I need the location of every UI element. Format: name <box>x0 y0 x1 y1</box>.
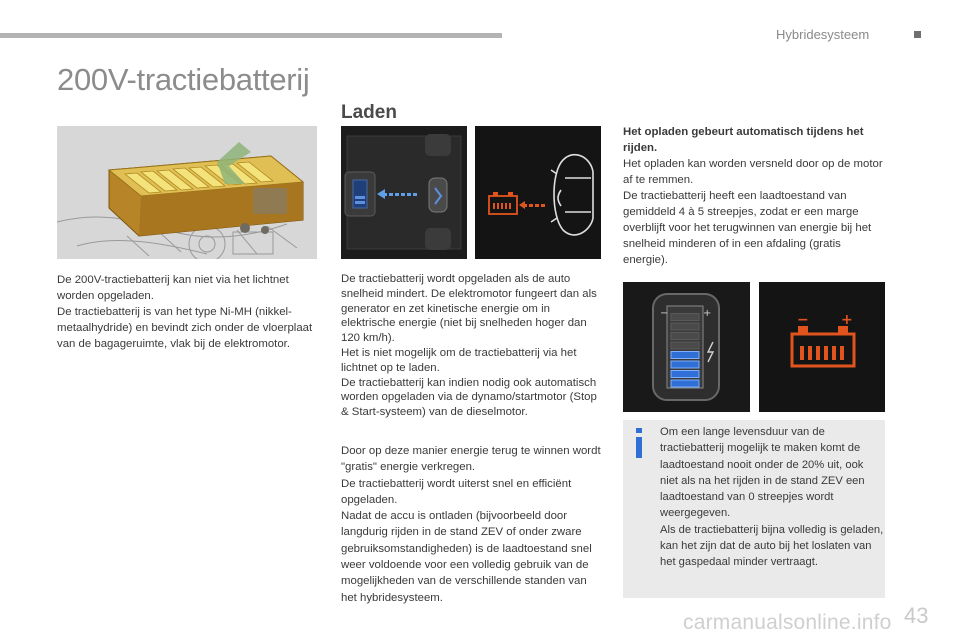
svg-text:+: + <box>841 312 853 328</box>
section-subtitle: Laden <box>341 102 397 123</box>
info-text <box>660 424 884 571</box>
page-title: 200V-tractiebatterij <box>57 62 310 97</box>
battery-gauge-image <box>623 282 750 412</box>
svg-text:+: + <box>703 308 712 319</box>
gauge-bar <box>671 323 699 330</box>
middle-paragraph: Door op deze manier energie terug te winnen wordt "gratis" energie verkregen. <box>341 445 601 474</box>
middle-paragraph: Nadat de accu is ontladen (bijvoorbeeld door langdurig rijden in de stand ZEV of onder zware gebruiksomstandigheden) is de laadtoestand snel weer voldoende voor een volledig gebruik van de mogelijkheden van de verschillende standen van het hybridesysteem. <box>341 510 592 604</box>
info-icon <box>634 428 644 458</box>
battery-warning-icon <box>759 282 885 412</box>
watermark: carmanualsonline.info <box>683 611 892 634</box>
info-paragraph: Als de tractiebatterij bijna volledig is geladen, kan het zijn dat de auto bij het loslaten van het gaspedaal minder vertraagt. <box>660 523 884 569</box>
middle-paragraph: Het is niet mogelijk om de tractiebatterij via het lichtnet op te laden. <box>341 346 577 374</box>
right-paragraph: De tractiebatterij heeft een laadtoestand van gemiddeld 4 à 5 streepjes, zodat er een marge overblijft voor het terugwinnen van energie bij het snelheid minderen of in een afdaling (gratis energie). <box>623 190 872 266</box>
gauge-bar <box>671 361 699 368</box>
middle-column-2 <box>341 443 605 606</box>
gauge-bar <box>671 352 699 359</box>
info-paragraph: Om een lange levensduur van de tractiebatterij mogelijk te maken komt de laadtoestand nooit onder de 20% uit, ook niet als na het rijden in de stand ZEV een laadtoestand van 0 streepjes wordt weergegeven. <box>660 426 865 520</box>
right-column <box>623 124 885 268</box>
middle-paragraph: De tractiebatterij wordt uiterst snel en efficiënt opgeladen. <box>341 477 572 506</box>
right-heading: Het opladen gebeurt automatisch tijdens het rijden. <box>623 126 864 154</box>
gauge-bar <box>671 371 699 378</box>
gauge-bar <box>671 342 699 349</box>
header-bar <box>0 33 502 38</box>
right-paragraph: Het opladen kan worden versneld door op de motor af te remmen. <box>623 158 883 186</box>
middle-paragraph: De tractiebatterij kan indien nodig ook automatisch worden opgeladen via de dynamo/startmotor (Stop & Start-systeem) van de dieselmotor. <box>341 376 597 419</box>
middle-column <box>341 272 603 420</box>
svg-text:−: − <box>660 308 669 319</box>
gauge-bar <box>671 333 699 340</box>
left-column <box>57 272 315 352</box>
page-number: 43 <box>904 603 929 628</box>
regeneration-diagram <box>341 126 467 259</box>
battery-illustration <box>57 126 317 259</box>
left-paragraph: De tractiebatterij is van het type Ni-MH (nikkel-metaalhydride) en bevindt zich onder de vloerplaat van de bagageruimte, vlak bij de elektromotor. <box>57 306 313 350</box>
battery-warning-diagram <box>475 126 601 259</box>
section-marker <box>914 31 921 38</box>
gauge-bar <box>671 314 699 321</box>
section-title: Hybridesysteem <box>776 27 870 42</box>
middle-paragraph: De tractiebatterij wordt opgeladen als de auto snelheid mindert. De elektromotor fungeert dan als generator en zet kinetische energie om in elektrische energie (niet bij snelheden hoger dan 120 km/h). <box>341 273 597 345</box>
left-paragraph: De 200V-tractiebatterij kan niet via het lichtnet worden opgeladen. <box>57 274 289 302</box>
gauge-bar <box>671 380 699 387</box>
svg-text:−: − <box>797 312 809 328</box>
